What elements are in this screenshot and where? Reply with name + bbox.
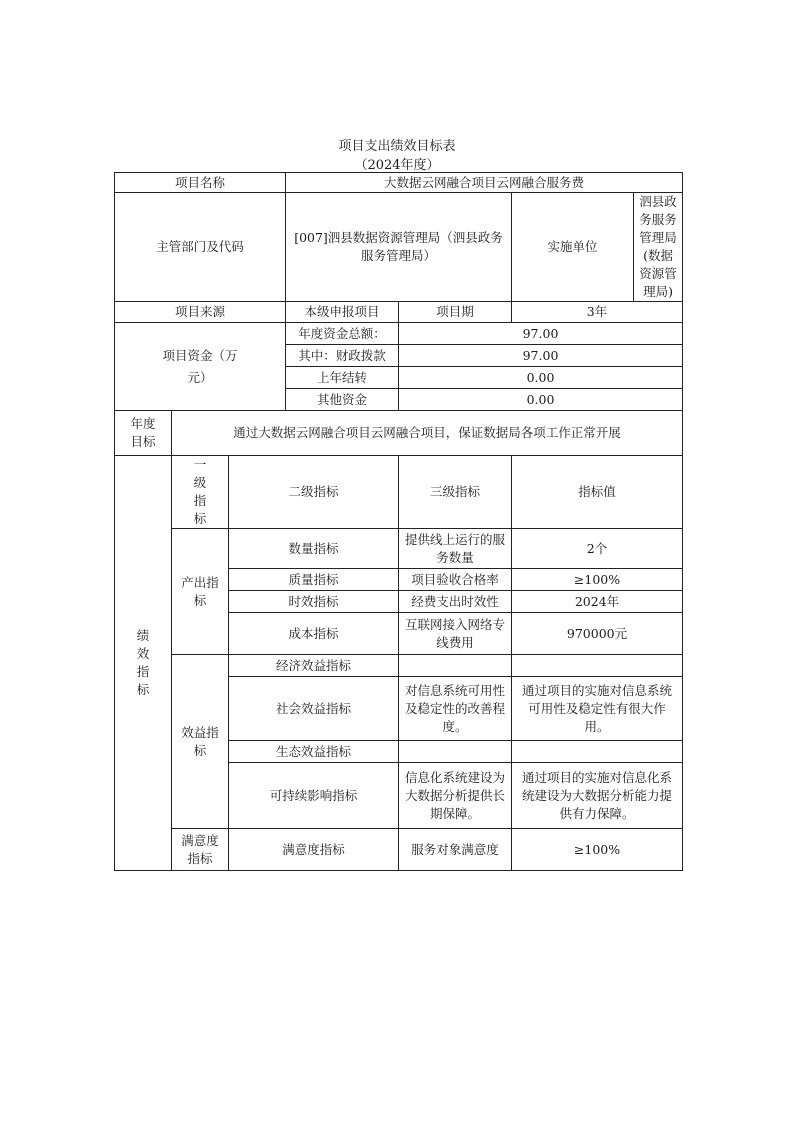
header-level3: 三级指标 bbox=[399, 456, 512, 529]
benefit-value: 通过项目的实施对信息系统可用性及稳定性有很大作用。 bbox=[512, 677, 683, 741]
perf-label: 绩效指标 bbox=[115, 456, 172, 871]
output-value: ≥100% bbox=[512, 569, 683, 591]
output-level3: 互联网接入网络专线费用 bbox=[399, 613, 512, 655]
project-name-label: 项目名称 bbox=[115, 173, 286, 193]
benefit-level2: 生态效益指标 bbox=[229, 741, 399, 763]
annual-goal-row bbox=[115, 411, 683, 456]
benefit-level3: 信息化系统建设为大数据分析提供长期保障。 bbox=[399, 763, 512, 829]
benefit-level3: 对信息系统可用性及稳定性的改善程度。 bbox=[399, 677, 512, 741]
performance-table bbox=[114, 172, 683, 871]
source-label: 项目来源 bbox=[115, 302, 286, 323]
satisfaction-value: ≥100% bbox=[512, 829, 683, 871]
funds-label: 项目资金（万元） bbox=[115, 323, 286, 411]
benefit-level2: 社会效益指标 bbox=[229, 677, 399, 741]
output-label: 产出指标 bbox=[172, 529, 229, 655]
annual-goal-label: 年度目标 bbox=[115, 411, 172, 456]
output-level2: 质量指标 bbox=[229, 569, 399, 591]
benefit-value: 通过项目的实施对信息化系统建设为大数据分析能力提供有力保障。 bbox=[512, 763, 683, 829]
funds-row bbox=[115, 323, 683, 345]
output-level3: 提供线上运行的服务数量 bbox=[399, 529, 512, 569]
funds-other-label: 其他资金 bbox=[286, 389, 399, 411]
output-level3: 经费支出时效性 bbox=[399, 591, 512, 613]
benefit-level2: 可持续影响指标 bbox=[229, 763, 399, 829]
table-title: 项目支出绩效目标表 bbox=[338, 139, 456, 154]
output-level3: 项目验收合格率 bbox=[399, 569, 512, 591]
indicator-header-row bbox=[115, 456, 683, 529]
output-level2: 数量指标 bbox=[229, 529, 399, 569]
project-name-row bbox=[115, 173, 683, 193]
output-value: 2个 bbox=[512, 529, 683, 569]
table-subtitle: （2024年度） bbox=[354, 158, 440, 173]
period-value: 3年 bbox=[512, 302, 683, 323]
table-row bbox=[115, 829, 683, 871]
benefit-value bbox=[512, 741, 683, 763]
funds-fiscal-label: 其中：财政拨款 bbox=[286, 345, 399, 367]
funds-carryover-label: 上年结转 bbox=[286, 367, 399, 389]
dept-label: 主管部门及代码 bbox=[115, 193, 286, 302]
benefit-level3 bbox=[399, 655, 512, 677]
output-value: 2024年 bbox=[512, 591, 683, 613]
benefit-label: 效益指标 bbox=[172, 655, 229, 829]
satisfaction-level3: 服务对象满意度 bbox=[399, 829, 512, 871]
header-value: 指标值 bbox=[512, 456, 683, 529]
satisfaction-level2: 满意度指标 bbox=[229, 829, 399, 871]
project-name-value: 大数据云网融合项目云网融合服务费 bbox=[286, 173, 683, 193]
dept-row bbox=[115, 193, 683, 302]
table-row bbox=[115, 529, 683, 569]
table-row bbox=[115, 655, 683, 677]
funds-total-label: 年度资金总额： bbox=[286, 323, 399, 345]
impl-unit-value: 泗县政务服务管理局(数据资源管理局) bbox=[639, 194, 677, 299]
annual-goal-value: 通过大数据云网融合项目云网融合项目，保证数据局各项工作正常开展 bbox=[172, 411, 683, 456]
benefit-level2: 经济效益指标 bbox=[229, 655, 399, 677]
header-level1: 一级指标 bbox=[172, 456, 229, 529]
benefit-value bbox=[512, 655, 683, 677]
funds-other-value: 0.00 bbox=[399, 389, 683, 411]
source-value: 本级申报项目 bbox=[286, 302, 399, 323]
satisfaction-label: 满意度指标 bbox=[172, 829, 229, 871]
impl-unit-label: 实施单位 bbox=[512, 193, 634, 301]
header-level2: 二级指标 bbox=[229, 456, 399, 529]
dept-value: [007]泗县数据资源管理局（泗县政务服务管理局） bbox=[286, 193, 512, 302]
benefit-level3 bbox=[399, 741, 512, 763]
period-label: 项目期 bbox=[399, 302, 512, 323]
source-row bbox=[115, 302, 683, 323]
output-value: 970000元 bbox=[512, 613, 683, 655]
output-level2: 成本指标 bbox=[229, 613, 399, 655]
funds-fiscal-value: 97.00 bbox=[399, 345, 683, 367]
funds-carryover-value: 0.00 bbox=[399, 367, 683, 389]
output-level2: 时效指标 bbox=[229, 591, 399, 613]
funds-total-value: 97.00 bbox=[399, 323, 683, 345]
